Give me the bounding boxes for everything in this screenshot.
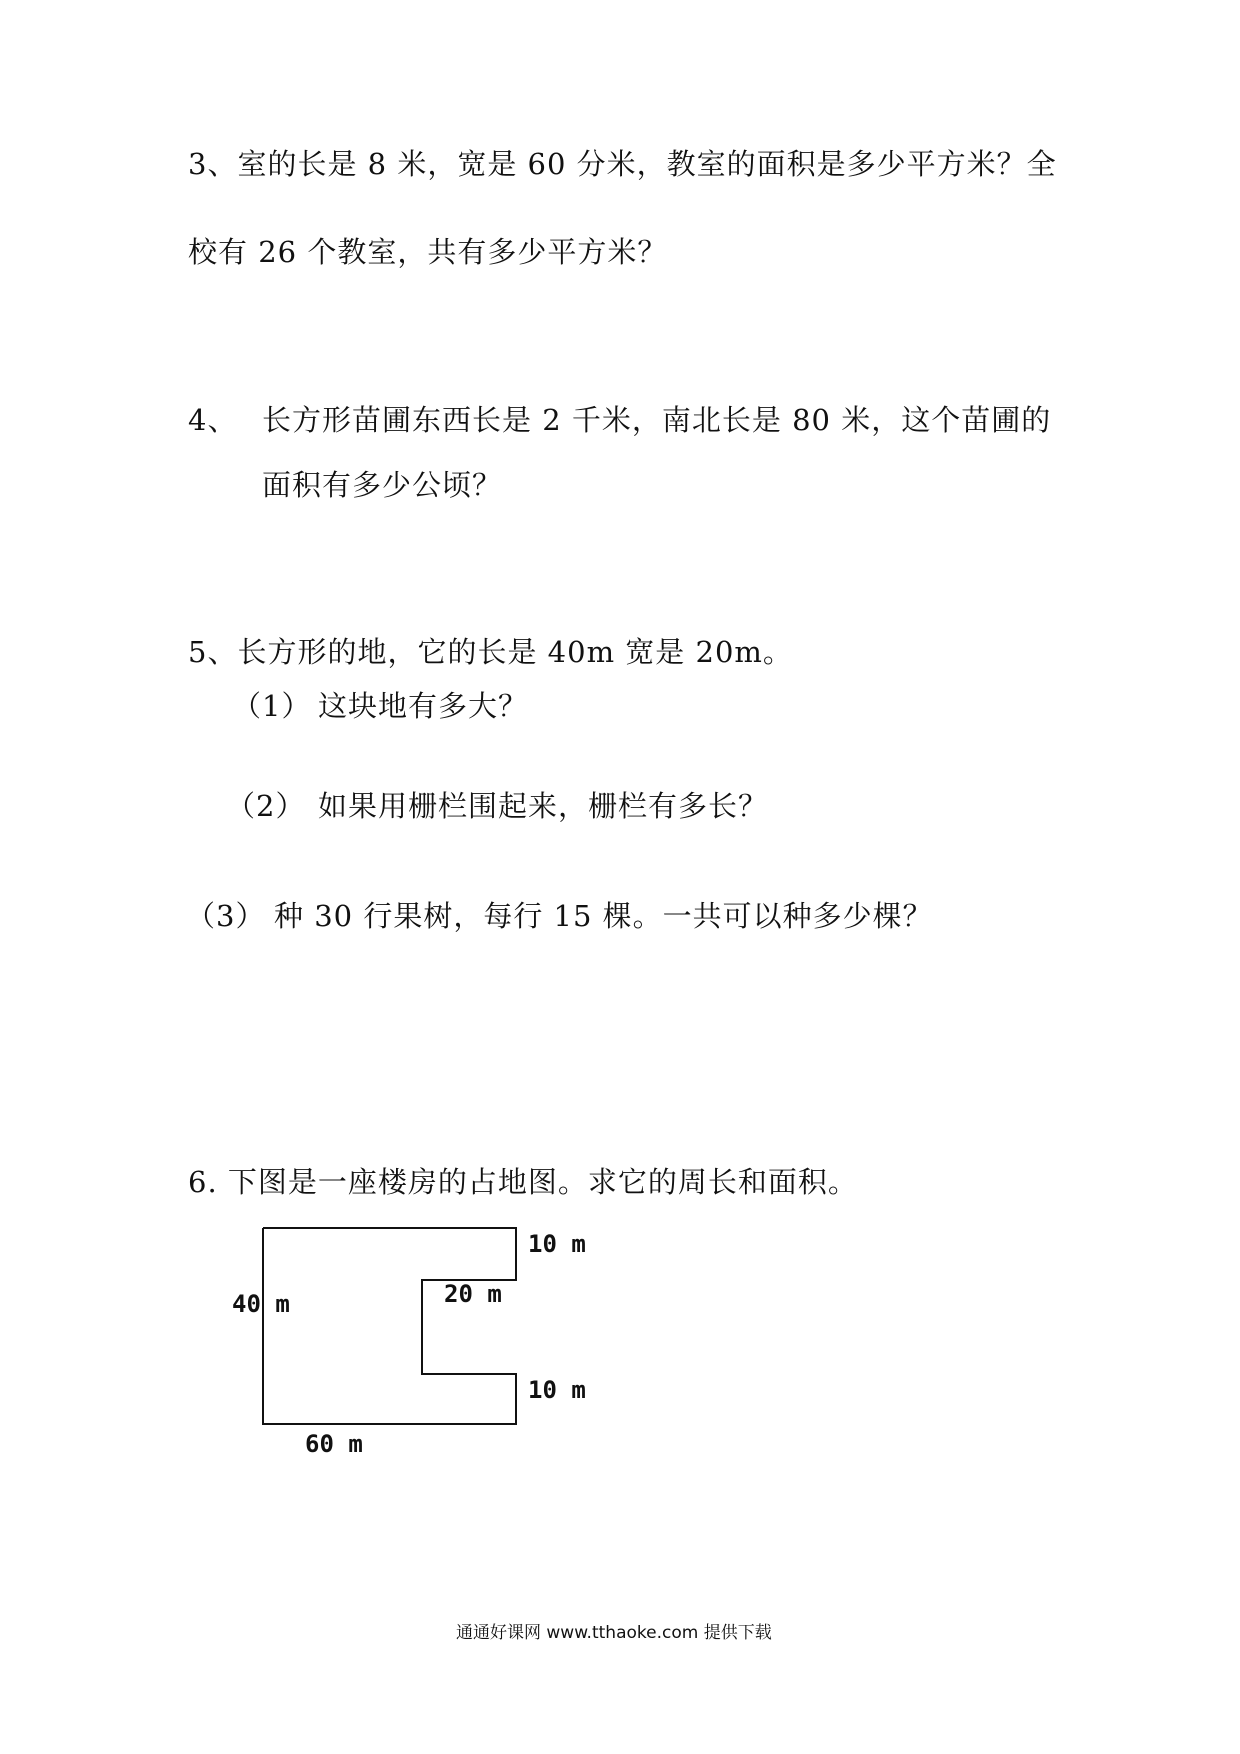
q5-sub2-text: 如果用栅栏围起来，栅栏有多长？ (318, 789, 769, 823)
q3-line-1: 3、室的长是 8 米，宽是 60 分米，教室的面积是多少平方米？全 (188, 147, 1057, 181)
q5-sub3-text: 种 30 行果树，每行 15 棵。一共可以种多少棵？ (274, 899, 933, 933)
dim-label-bottom-right: 10 m (528, 1376, 586, 1404)
dim-label-left: 40 m (232, 1290, 290, 1318)
q5-sub2-number: （2） (226, 789, 306, 823)
dim-label-bottom: 60 m (305, 1430, 363, 1458)
dim-label-top-right: 10 m (528, 1230, 586, 1258)
q5-sub1-text: 这块地有多大？ (318, 689, 529, 723)
q3-line-2: 校有 26 个教室，共有多少平方米？ (188, 235, 668, 269)
q5-sub1-number: （1） (232, 689, 312, 723)
q4-number: 4、 (188, 403, 238, 437)
dim-label-notch: 20 m (444, 1280, 502, 1308)
q4-line-1: 长方形苗圃东西长是 2 千米，南北长是 80 米，这个苗圃的 (262, 403, 1052, 437)
q5-sub3-number: （3） (186, 899, 266, 933)
q5-stem: 5、长方形的地，它的长是 40m 宽是 20m。 (188, 635, 793, 669)
footer-credit: 通通好课网 www.tthaoke.com 提供下载 (456, 1623, 772, 1643)
building-outline (263, 1228, 516, 1424)
q4-line-2: 面积有多少公顷？ (262, 468, 503, 502)
q6-stem: 6. 下图是一座楼房的占地图。求它的周长和面积。 (188, 1165, 858, 1199)
